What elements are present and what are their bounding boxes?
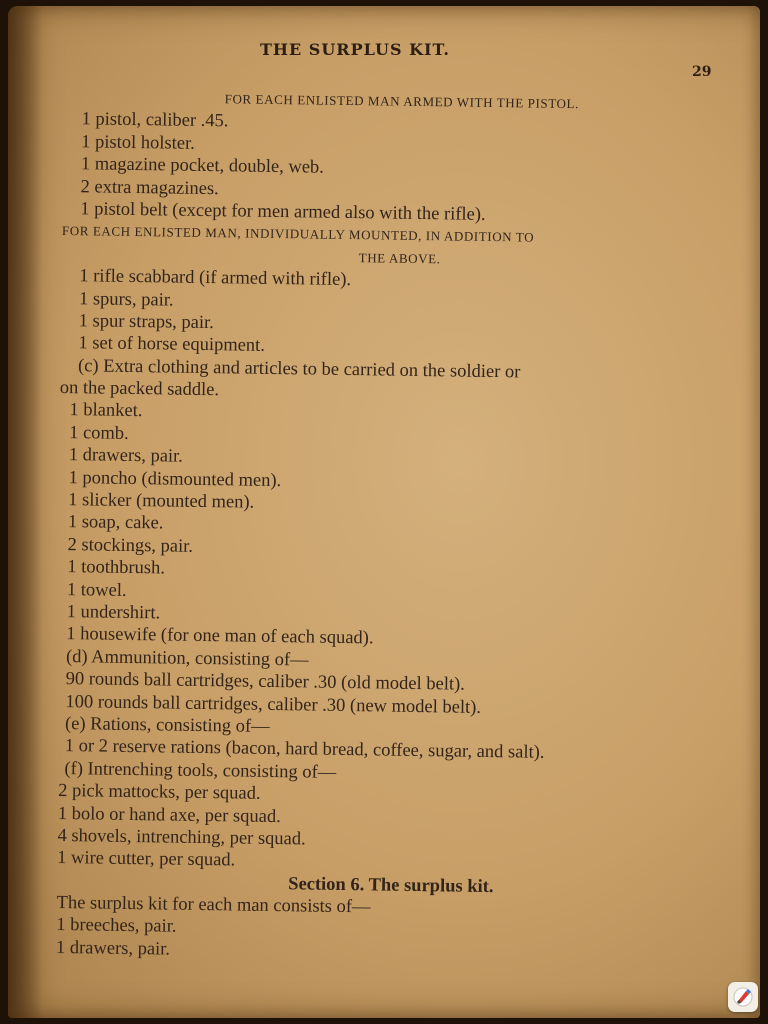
text-line: 1 towel. bbox=[66, 579, 127, 601]
text-line: THE ABOVE. bbox=[358, 249, 441, 267]
text-line: 1 spurs, pair. bbox=[78, 288, 174, 311]
text-line: 1 or 2 reserve rations (bacon, hard bread, coffee, sugar, and salt). bbox=[64, 736, 545, 764]
text-line: 4 shovels, intrenching, per squad. bbox=[57, 825, 306, 850]
text-line: 1 breeches, pair. bbox=[56, 915, 177, 938]
text-line: (d) Ammunition, consisting of— bbox=[65, 646, 309, 671]
text-line: 1 toothbrush. bbox=[67, 557, 166, 579]
text-line: (f) Intrenching tools, consisting of— bbox=[64, 758, 337, 783]
text-line: 1 undershirt. bbox=[66, 602, 161, 624]
text-line: on the packed saddle. bbox=[59, 378, 220, 401]
text-line: 90 rounds ball cartridges, caliber .30 (old model belt). bbox=[65, 669, 466, 695]
text-line: 1 poncho (dismounted men). bbox=[68, 467, 282, 491]
text-line: 2 stockings, pair. bbox=[67, 534, 194, 557]
page-number: 29 bbox=[692, 64, 712, 80]
text-line: FOR EACH ENLISTED MAN ARMED WITH THE PISTOL. bbox=[224, 91, 580, 112]
text-line: 1 pistol, caliber .45. bbox=[81, 109, 229, 132]
text-line: 1 magazine pocket, double, web. bbox=[80, 154, 325, 178]
text-line: 100 rounds ball cartridges, caliber .30 (new model belt). bbox=[65, 691, 482, 718]
text-line: 1 slicker (mounted men). bbox=[68, 490, 255, 513]
text-line: 2 extra magazines. bbox=[80, 176, 219, 199]
text-line: 1 rifle scabbard (if armed with rifle). bbox=[79, 266, 352, 291]
text-line: FOR EACH ENLISTED MAN, INDIVIDUALLY MOUNTED, IN ADDITION TO bbox=[61, 223, 535, 245]
running-head: THE SURPLUS KIT. bbox=[260, 40, 450, 59]
book-page bbox=[8, 6, 760, 1018]
text-line: 1 set of horse equipment. bbox=[78, 333, 266, 357]
text-line: 1 pistol holster. bbox=[81, 132, 195, 154]
text-line: 1 bolo or hand axe, per squad. bbox=[57, 803, 281, 827]
text-line: 1 drawers, pair. bbox=[55, 937, 171, 960]
text-line: (c) Extra clothing and articles to be carried on the soldier or bbox=[77, 355, 521, 383]
app-watermark-icon bbox=[728, 982, 758, 1012]
text-line: The surplus kit for each man consists of— bbox=[56, 893, 371, 918]
text-line: Section 6. The surplus kit. bbox=[288, 873, 494, 897]
text-line: 1 comb. bbox=[69, 422, 129, 444]
page-body-text bbox=[52, 86, 740, 969]
text-line: (e) Rations, consisting of— bbox=[64, 714, 270, 737]
page-spine-shadow bbox=[8, 6, 42, 1018]
text-line: 1 blanket. bbox=[69, 400, 143, 422]
text-line: 1 housewife (for one man of each squad). bbox=[66, 624, 374, 649]
text-line: 1 pistol belt (except for men armed also with the rifle). bbox=[80, 199, 486, 225]
text-line: 1 drawers, pair. bbox=[68, 445, 184, 467]
text-line: 1 wire cutter, per squad. bbox=[57, 848, 236, 871]
text-line: 1 spur straps, pair. bbox=[78, 311, 214, 334]
text-line: 1 soap, cake. bbox=[67, 512, 164, 534]
text-line: 2 pick mattocks, per squad. bbox=[58, 781, 261, 804]
